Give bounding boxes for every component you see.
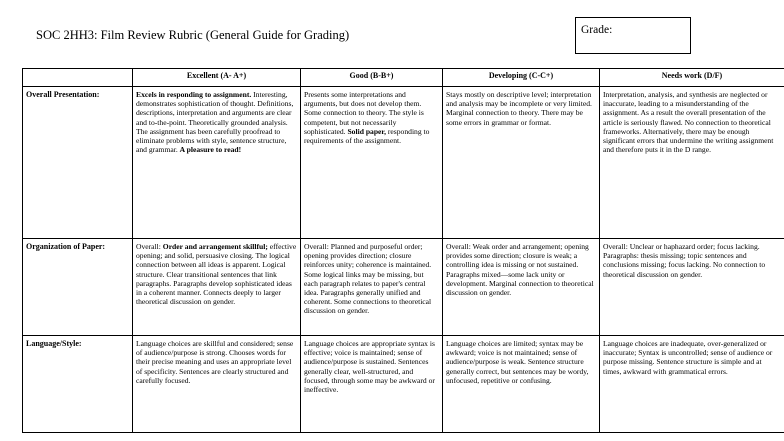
cell-text: Presents some interpretations and arguments, but does not develop them. Some connection to theory. The style is competent, but not necessarily sophisticated. [304, 90, 424, 136]
table-row [23, 239, 784, 336]
cell-excellent: Language choices are skillful and considered; sense of audience/purpose is strong. Chooses words for their precise meaning and uses an appropriate level of specificity. Sentences are clearly structured and carefully focused. [133, 336, 301, 433]
cell-text: Overall: [136, 242, 163, 251]
table-row [23, 87, 784, 239]
header-cell-blank [23, 69, 133, 87]
cell-developing: Overall: Weak order and arrangement; opening provides some direction; closure is weak; a controlling idea is missing or not sustained. Paragraphs mixed—some lack unity or development. Marginal connection to theoretical discussion on gender. [443, 239, 600, 336]
cell-needs-work: Interpretation, analysis, and synthesis are neglected or inaccurate, leading to a misunderstanding of the assignment. As a result the overall presentation of the article is seriously flawed. No connection to theoretical frameworks. Alternatively, there may be enough significant errors that undermine the writing assignment and therefore puts it in the D range. [600, 87, 784, 239]
cell-excellent [133, 239, 301, 336]
cell-good [301, 87, 443, 239]
table-row [23, 336, 784, 433]
row-label: Overall Presentation: [23, 87, 133, 239]
grade-label: Grade: [581, 24, 613, 36]
cell-emphasis: A pleasure to read! [179, 145, 242, 155]
header-cell-excellent: Excellent (A- A+) [133, 69, 301, 87]
cell-text: responding to requirements of the assignment. [304, 126, 430, 146]
cell-text: Interesting, demonstrates sophistication of thought. Definitions, descriptions, interpretation and arguments are clear and to-the-point. Theoretically grounded analysis. The assignment has been carefully proofread to eliminate problems with style, sentence structure, and grammar. [136, 90, 294, 155]
cell-developing: Stays mostly on descriptive level; interpretation and analysis may be incomplete or very limited. Marginal connection to theory. There may be some errors in grammar or format. [443, 87, 600, 239]
cell-needs-work: Language choices are inadequate, over-generalized or inaccurate; Syntax is uncontrolled; sense of audience or purpose missing. Sentence structure is simple and at times, awkward with grammatical errors. [600, 336, 784, 433]
cell-emphasis: Excels in responding to assignment. [136, 90, 252, 99]
cell-good: Language choices are appropriate syntax is effective; voice is maintained; sense of audience/purpose is sustained. Sentences generally clear, well-structured, and focused, through some may be awkward or ineffective. [301, 336, 443, 433]
rubric-table [22, 68, 784, 433]
cell-emphasis: Solid paper, [347, 126, 386, 136]
cell-emphasis: Order and arrangement skillful; [162, 242, 268, 251]
cell-text: effective opening; and solid, persuasive closing. The logical connection between all ideas is apparent. Logical structure. Clear transitional sentences that link paragraphs. Paragraphs develop sophisticated ideas in a coherent manner. Connects deeply to larger theoretical discussion on gender. [136, 242, 297, 307]
header-cell-needs-work: Needs work (D/F) [600, 69, 784, 87]
row-label: Language/Style: [23, 336, 133, 433]
cell-good: Overall: Planned and purposeful order; opening provides direction; closure reinforces unity; coherence is maintained. Some logical links may be missing, but each paragraph relates to paper's central idea. Paragraphs generally unified and coherent. Some connections to theoretical discussion on gender. [301, 239, 443, 336]
page-title: SOC 2HH3: Film Review Rubric (General Guide for Grading) [36, 28, 350, 42]
header-row [23, 69, 784, 87]
cell-excellent [133, 87, 301, 239]
row-label: Organization of Paper: [23, 239, 133, 336]
header-cell-developing: Developing (C-C+) [443, 69, 600, 87]
header-cell-good: Good (B-B+) [301, 69, 443, 87]
grade-box[interactable] [575, 17, 691, 54]
cell-needs-work: Overall: Unclear or haphazard order; focus lacking. Paragraphs: thesis missing; topic sentences and conclusions missing; focus lacking. No connection to theoretical discussion on gender. [600, 239, 784, 336]
cell-developing: Language choices are limited; syntax may be awkward; voice is not maintained; sense of audience/purpose is weak. Sentence structure generally correct, but sentences may be wordy, unfocused, repetitive or confusing. [443, 336, 600, 433]
